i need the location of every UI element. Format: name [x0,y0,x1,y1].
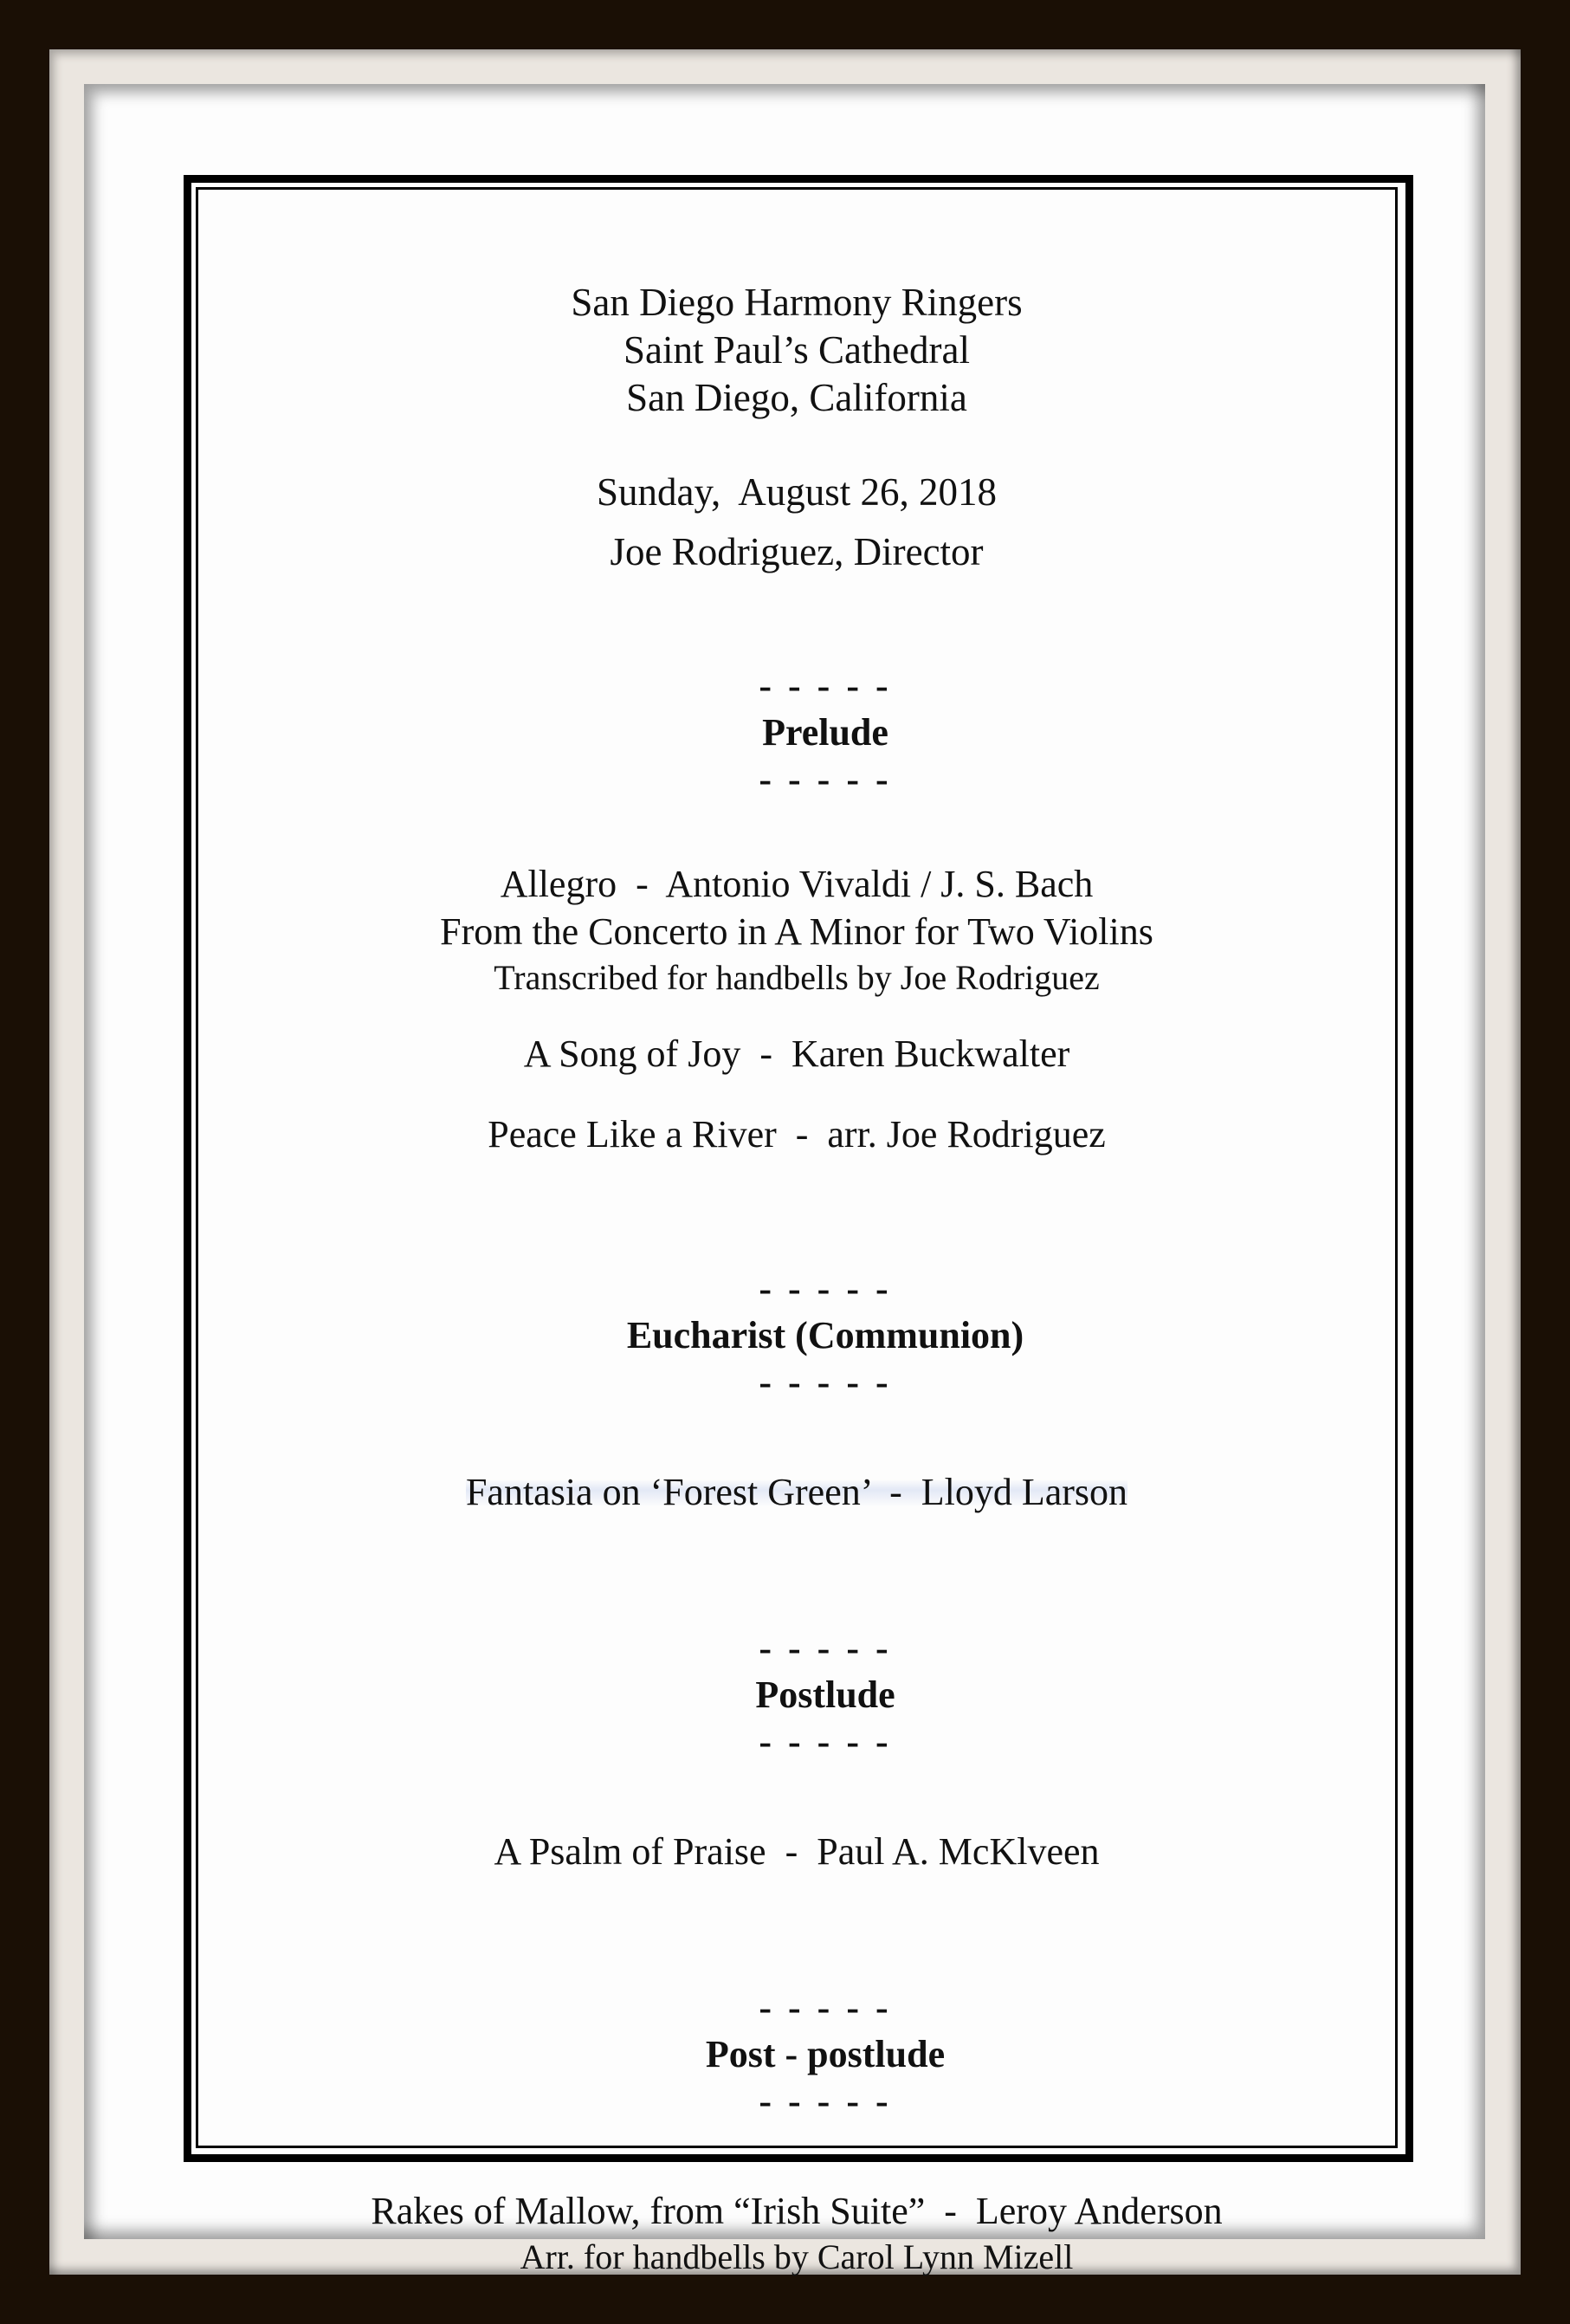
piece-subtitle: From the Concerto in A Minor for Two Violins [440,910,1153,953]
section-postlude [199,1578,1394,1875]
heading-dashes-left: - - - - - [759,1627,892,1669]
director: Joe Rodriguez, Director [610,530,984,573]
section-heading [199,1938,1394,2172]
piece-title [199,1468,1394,1516]
heading-dashes-right: - - - - - [759,1361,892,1403]
location: San Diego, California [626,376,967,419]
piece-title: Peace Like a River - arr. Joe Rodriguez [488,1113,1106,1156]
heading-dashes-right: - - - - - [759,2080,892,2122]
section-prelude [199,616,1394,1158]
section-title: Postlude [755,1673,895,1716]
piece-note: Transcribed for handbells by Joe Rodriguez [494,958,1100,997]
piece-title-text: Fantasia on ‘Forest Green’ - Lloyd Larson [465,1471,1128,1513]
section-heading [199,616,1394,850]
section-heading [199,1219,1394,1453]
heading-dashes-left: - - - - - [759,1986,892,2029]
event-date: Sunday, August 26, 2018 [596,470,998,514]
heading-dashes-right: - - - - - [759,758,892,800]
program-header [199,279,1394,576]
heading-dashes-left: - - - - - [759,1267,892,1310]
piece-title: A Psalm of Praise - Paul A. McKlveen [494,1830,1100,1873]
piece-title: A Song of Joy - Karen Buckwalter [523,1033,1070,1075]
heading-dashes-right: - - - - - [759,1720,892,1763]
section-eucharist [199,1219,1394,1516]
section-title: Post - postlude [705,2033,946,2075]
program-content [199,260,1394,2280]
piece-title: Rakes of Mallow, from “Irish Suite” - Leroy Anderson [371,2190,1223,2232]
section-title: Prelude [762,711,888,754]
section-post-postlude [199,1938,1394,2280]
piece-note: Arr. for handbells by Carol Lynn Mizell [520,2237,1074,2276]
section-heading [199,1578,1394,1812]
ensemble-name: San Diego Harmony Ringers [571,281,1023,324]
venue-name: Saint Paul’s Cathedral [623,328,970,372]
section-title: Eucharist (Communion) [626,1314,1024,1356]
piece-title: Allegro - Antonio Vivaldi / J. S. Bach [500,863,1094,905]
heading-dashes-left: - - - - - [759,664,892,707]
